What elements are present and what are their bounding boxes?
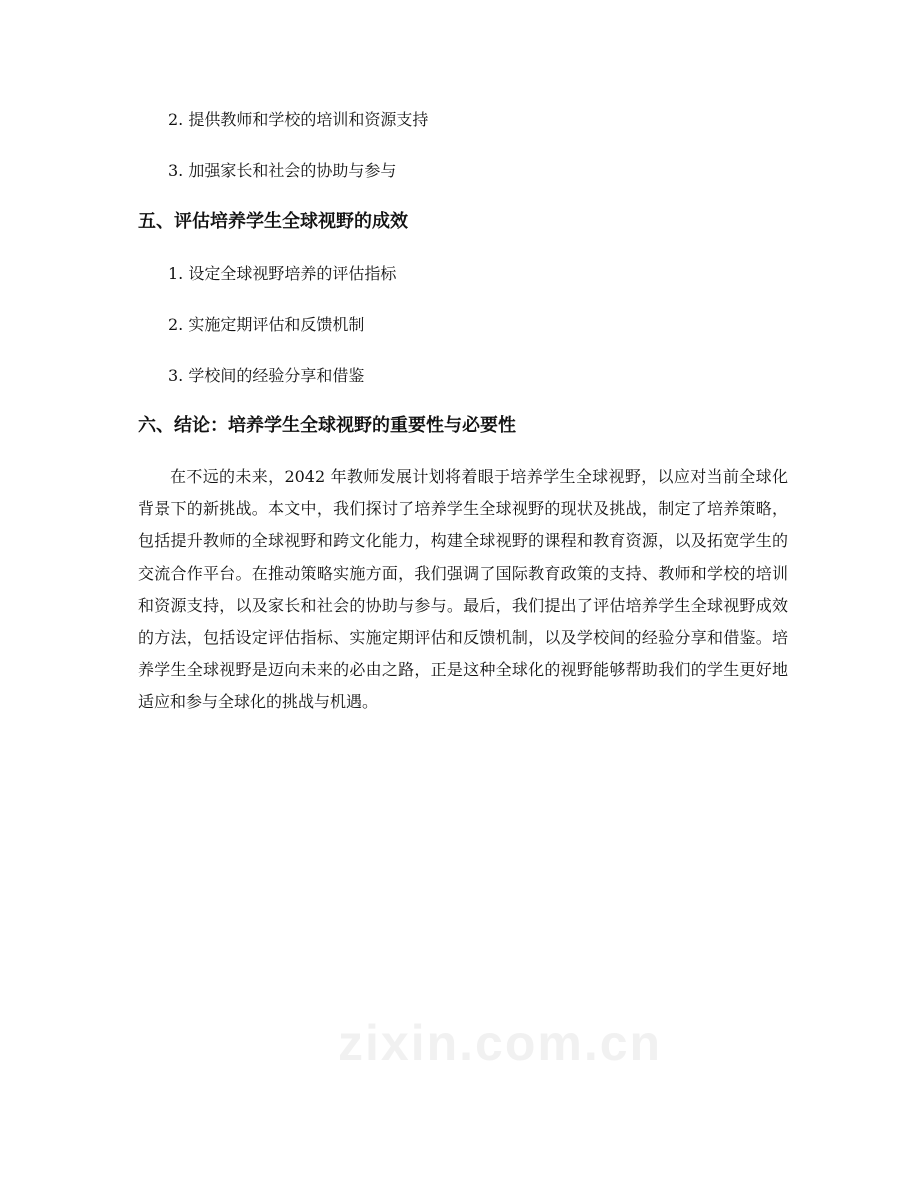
watermark-logo: zixin.com.cn xyxy=(338,1015,663,1071)
section-heading-evaluation: 五、评估培养学生全球视野的成效 xyxy=(138,211,408,232)
section-heading-conclusion: 六、结论：培养学生全球视野的重要性与必要性 xyxy=(138,415,516,436)
list-item-experience-sharing: 3. 学校间的经验分享和借鉴 xyxy=(168,366,365,385)
list-item-periodic-evaluation: 2. 实施定期评估和反馈机制 xyxy=(168,315,365,334)
conclusion-paragraph: 在不远的未来，2042 年教师发展计划将着眼于培养学生全球视野，以应对当前全球化背景下的新挑战。本文中，我们探讨了培养学生全球视野的现状及挑战，制定了培养策略，包括提升教师的全球视野和跨文化能力，构建全球视野的课程和教育资源，以及拓宽学生的交流合作平台。在推动策略实施方面，我们强调了国际教育政策的支持、教师和学校的培训和资源支持，以及家长和社会的协助与参与。最后，我们提出了评估培养学生全球视野成效的方法，包括设定评估指标、实施定期评估和反馈机制，以及学校间的经验分享和借鉴。培养学生全球视野是迈向未来的必由之路，正是这种全球化的视野能够帮助我们的学生更好地适应和参与全球化的挑战与机遇。 xyxy=(138,467,788,712)
list-item-parent-society: 3. 加强家长和社会的协助与参与 xyxy=(168,161,397,180)
list-item-evaluation-indicators: 1. 设定全球视野培养的评估指标 xyxy=(168,264,397,283)
list-item-training-support: 2. 提供教师和学校的培训和资源支持 xyxy=(168,110,429,129)
